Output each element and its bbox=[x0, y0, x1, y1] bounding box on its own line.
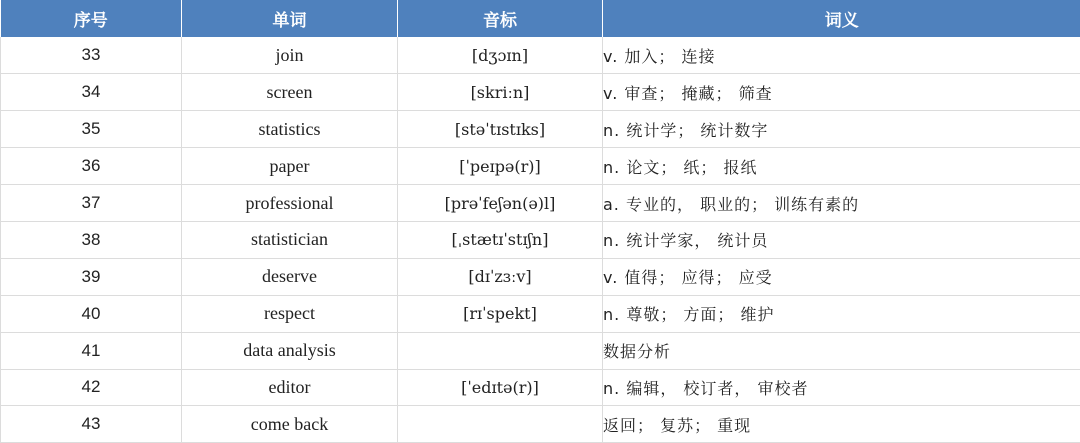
row-word: statistics bbox=[182, 111, 398, 148]
row-meaning: v. 加入； 连接 bbox=[603, 37, 1080, 74]
row-phonetic: [ˌstætɪˈstɪʃn] bbox=[398, 221, 603, 258]
table-row bbox=[1, 406, 1080, 443]
row-phonetic: [stəˈtɪstɪks] bbox=[398, 111, 603, 148]
table-row bbox=[1, 221, 1080, 258]
row-meaning: n. 论文； 纸； 报纸 bbox=[603, 148, 1080, 185]
row-phonetic: [rɪˈspekt] bbox=[398, 295, 603, 332]
row-phonetic: [prəˈfeʃən(ə)l] bbox=[398, 185, 603, 222]
header-meaning: 词义 bbox=[603, 0, 1080, 37]
row-word: professional bbox=[182, 185, 398, 222]
row-word: screen bbox=[182, 74, 398, 111]
header-phonetic: 音标 bbox=[398, 0, 603, 37]
table-row bbox=[1, 37, 1080, 74]
row-meaning: 数据分析 bbox=[603, 332, 1080, 369]
row-meaning: a. 专业的， 职业的； 训练有素的 bbox=[603, 185, 1080, 222]
row-meaning: v. 值得； 应得； 应受 bbox=[603, 258, 1080, 295]
row-meaning: n. 编辑， 校订者， 审校者 bbox=[603, 369, 1080, 406]
row-word: statistician bbox=[182, 221, 398, 258]
row-word: editor bbox=[182, 369, 398, 406]
row-word: join bbox=[182, 37, 398, 74]
row-number: 39 bbox=[1, 258, 182, 295]
row-number: 35 bbox=[1, 111, 182, 148]
table-row bbox=[1, 111, 1080, 148]
row-meaning: n. 统计学家， 统计员 bbox=[603, 221, 1080, 258]
row-meaning: n. 尊敬； 方面； 维护 bbox=[603, 295, 1080, 332]
row-number: 43 bbox=[1, 406, 182, 443]
header-row bbox=[1, 0, 1080, 37]
table-row bbox=[1, 258, 1080, 295]
row-phonetic: [dʒɔɪn] bbox=[398, 37, 603, 74]
row-number: 34 bbox=[1, 74, 182, 111]
row-number: 33 bbox=[1, 37, 182, 74]
header-number: 序号 bbox=[1, 0, 182, 37]
row-number: 38 bbox=[1, 221, 182, 258]
table-row bbox=[1, 332, 1080, 369]
row-meaning: n. 统计学； 统计数字 bbox=[603, 111, 1080, 148]
row-word: respect bbox=[182, 295, 398, 332]
row-phonetic: [dɪˈzɜːv] bbox=[398, 258, 603, 295]
table-row bbox=[1, 369, 1080, 406]
row-phonetic bbox=[398, 406, 603, 443]
row-word: deserve bbox=[182, 258, 398, 295]
table-row bbox=[1, 185, 1080, 222]
row-word: come back bbox=[182, 406, 398, 443]
header-word: 单词 bbox=[182, 0, 398, 37]
row-meaning: v. 审查； 掩藏； 筛查 bbox=[603, 74, 1080, 111]
row-phonetic bbox=[398, 332, 603, 369]
row-number: 40 bbox=[1, 295, 182, 332]
table-row bbox=[1, 148, 1080, 185]
row-word: data analysis bbox=[182, 332, 398, 369]
row-phonetic: [skriːn] bbox=[398, 74, 603, 111]
table-row bbox=[1, 295, 1080, 332]
row-phonetic: [ˈpeɪpə(r)] bbox=[398, 148, 603, 185]
row-number: 41 bbox=[1, 332, 182, 369]
row-word: paper bbox=[182, 148, 398, 185]
row-phonetic: [ˈedɪtə(r)] bbox=[398, 369, 603, 406]
row-number: 36 bbox=[1, 148, 182, 185]
row-number: 37 bbox=[1, 185, 182, 222]
row-meaning: 返回； 复苏； 重现 bbox=[603, 406, 1080, 443]
table-row bbox=[1, 74, 1080, 111]
row-number: 42 bbox=[1, 369, 182, 406]
